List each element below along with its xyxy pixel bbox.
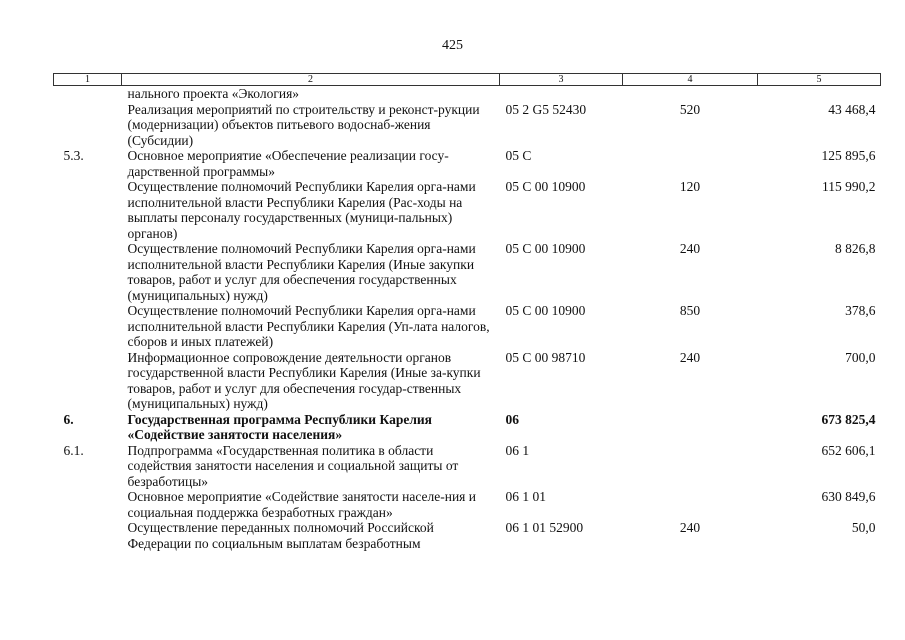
table-row — [54, 520, 881, 551]
row-name: Реализация мероприятий по строительству и реконст-рукции (модернизации) объектов питьевого водоснаб-жения (Субсидии) — [127, 101, 480, 148]
row-number — [54, 520, 122, 551]
row-name: Подпрограмма «Государственная политика в области содействия занятости населения и социальной защиты от безработицы» — [127, 442, 459, 489]
table-body — [54, 86, 881, 552]
row-code: 05 С 00 10900 — [505, 303, 586, 318]
row-amount — [758, 86, 881, 102]
row-code: 05 С 00 10900 — [505, 179, 586, 194]
page-number: 425 — [442, 38, 463, 53]
row-expense-type — [623, 489, 758, 520]
header-col-2: 2 — [122, 74, 500, 86]
budget-table — [53, 73, 881, 551]
row-name: Осуществление полномочий Республики Карелия орга-нами исполнительной власти Республики Карелия (Иные закупки товаров, работ и услуг для обеспечения государственных (муниципальных) нужд) — [127, 241, 476, 303]
row-code: 05 2 G5 52430 — [505, 101, 587, 117]
row-expense-type: 240 — [679, 520, 701, 535]
row-expense-type: 240 — [679, 241, 701, 256]
table-row — [54, 412, 881, 443]
row-amount: 652 606,1 — [821, 442, 876, 458]
table-row — [54, 102, 881, 149]
header-col-1: 1 — [54, 74, 122, 86]
row-code: 06 — [505, 411, 519, 427]
row-expense-type: 120 — [679, 179, 701, 194]
table-row — [54, 86, 881, 102]
row-number — [54, 179, 122, 241]
table-row — [54, 443, 881, 490]
row-code: 06 1 01 52900 — [505, 520, 584, 535]
row-amount: 125 895,6 — [821, 148, 876, 163]
table-row — [54, 350, 881, 412]
row-expense-type: 240 — [679, 349, 701, 365]
row-amount: 700,0 — [845, 349, 876, 365]
row-code: 05 С 00 10900 — [505, 241, 586, 256]
row-amount: 50,0 — [851, 520, 876, 535]
row-name: Информационное сопровождение деятельности органов государственной власти Республики Карелия (Иные за-купки товаров, работ и услуг для обеспечения государ-ственных (муниципальных) нужд) — [127, 349, 481, 411]
row-name: Осуществление полномочий Республики Карелия орга-нами исполнительной власти Республики Карелия (Уп-лата налогов, сборов и иных платежей) — [127, 303, 490, 349]
row-code: 05 С 00 98710 — [505, 349, 586, 365]
row-amount: 8 826,8 — [835, 241, 876, 256]
header-col-3: 3 — [500, 74, 623, 86]
table-row — [54, 303, 881, 350]
row-expense-type — [623, 148, 758, 179]
row-number: 6. — [63, 411, 74, 427]
row-number — [54, 102, 122, 149]
row-name: нального проекта «Экология» — [127, 86, 300, 101]
table-row — [54, 179, 881, 241]
row-expense-type — [623, 86, 758, 102]
row-number: 5.3. — [63, 148, 84, 163]
row-name: Государственная программа Республики Карелия «Содействие занятости населения» — [127, 411, 432, 442]
row-expense-type: 850 — [679, 303, 701, 318]
row-number — [54, 350, 122, 412]
row-amount: 378,6 — [845, 303, 876, 318]
row-code: 06 1 — [505, 442, 530, 458]
row-code: 05 С — [505, 148, 532, 163]
row-amount: 115 990,2 — [822, 179, 876, 194]
row-number — [54, 303, 122, 350]
table-header-row — [54, 74, 881, 86]
row-name: Основное мероприятие «Содействие занятости населе-ния и социальная поддержка безработных граждан» — [127, 489, 476, 520]
row-number — [54, 489, 122, 520]
row-code — [500, 86, 623, 102]
row-expense-type — [623, 412, 758, 443]
header-col-4: 4 — [623, 74, 758, 86]
row-number — [54, 241, 122, 303]
row-expense-type — [623, 443, 758, 490]
row-name: Основное мероприятие «Обеспечение реализации госу-дарственной программы» — [127, 148, 449, 179]
row-number: 6.1. — [63, 442, 84, 458]
row-expense-type: 520 — [679, 101, 701, 117]
row-code: 06 1 01 — [505, 489, 546, 504]
row-amount: 673 825,4 — [821, 411, 876, 427]
row-amount: 630 849,6 — [821, 489, 876, 504]
row-amount: 43 468,4 — [828, 101, 876, 117]
table-row — [54, 148, 881, 179]
row-number — [54, 86, 122, 102]
header-col-5: 5 — [758, 74, 881, 86]
row-name: Осуществление переданных полномочий Российской Федерации по социальным выплатам безработным — [127, 520, 434, 551]
table-row — [54, 489, 881, 520]
row-name: Осуществление полномочий Республики Карелия орга-нами исполнительной власти Республики Карелия (Рас-ходы на выплаты персоналу государственных (муници-пальных) органов) — [127, 179, 476, 241]
table-row — [54, 241, 881, 303]
